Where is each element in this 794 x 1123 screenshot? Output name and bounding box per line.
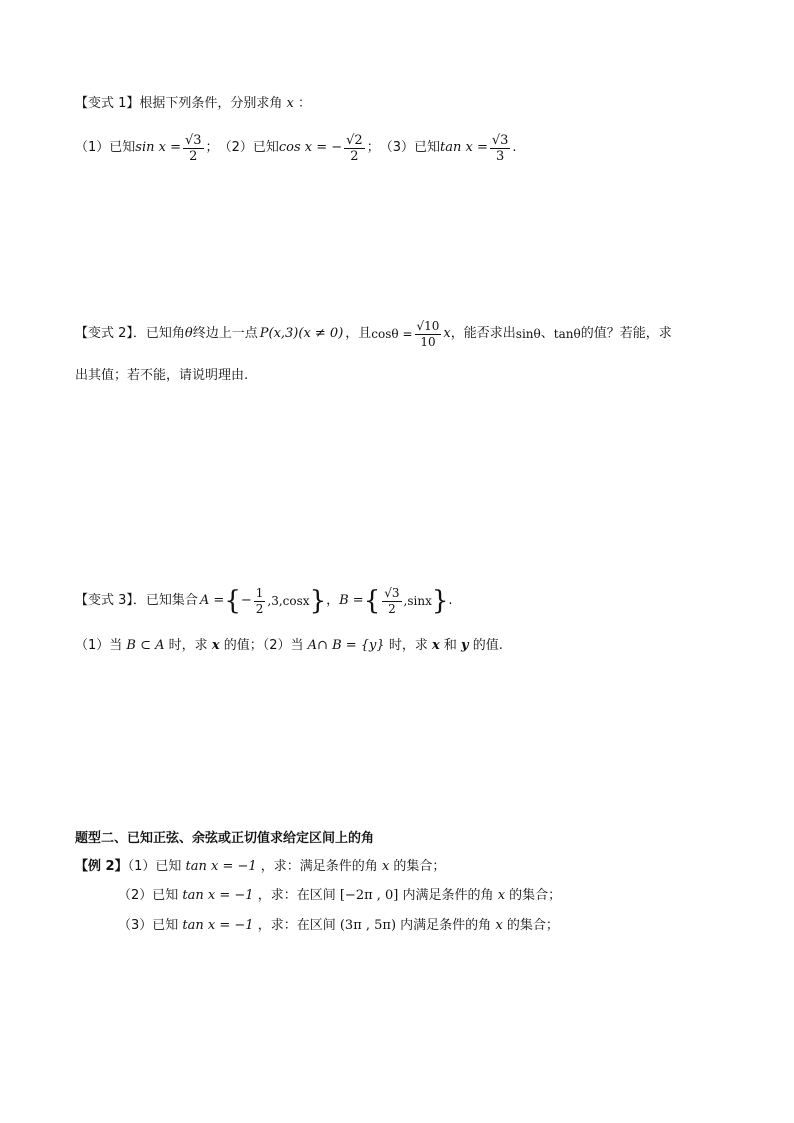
variant1-heading	[75, 94, 311, 114]
cond3-numerator: √3	[491, 132, 509, 148]
cond1-expr: sin x =	[135, 140, 181, 155]
variant2-fraction	[415, 319, 442, 350]
example2-line2	[118, 886, 561, 906]
variant3-comma: ，	[326, 593, 340, 608]
cond1-numerator: √3	[184, 132, 202, 148]
cond2-prefix: （2）已知	[218, 140, 279, 155]
cond3-fraction	[490, 133, 511, 164]
set-a-rbrace: }	[309, 586, 327, 616]
q-part1-prefix: （1）当	[75, 638, 123, 653]
q-text4: 的值.	[472, 638, 503, 653]
example2-line1	[75, 857, 445, 877]
q-and: 和	[443, 638, 457, 653]
ex2-l3-expr: tan x = −1	[182, 918, 254, 933]
ex2-l1-expr: tan x = −1	[185, 859, 257, 874]
ex2-l3-x: x	[495, 918, 503, 933]
cond1-denominator: 2	[189, 148, 198, 164]
cond2-expr: cos x = −	[278, 140, 343, 155]
variant2-text1: 终边上一点	[192, 326, 258, 341]
cond2-numerator: √2	[346, 132, 363, 148]
q-text1: 时，求	[168, 638, 208, 653]
ex2-l1-tail: 的集合；	[393, 859, 446, 874]
variant2-tan: tanθ	[553, 327, 581, 341]
set-a-fraction	[254, 586, 266, 617]
set-b-rest: ,sinx	[403, 594, 432, 608]
variant2-text3: ，能否求出	[450, 326, 516, 341]
cond1-sep: ；	[205, 140, 219, 155]
set-a-label: A =	[199, 593, 225, 608]
variant1-var-x: x	[286, 96, 294, 111]
variant2-cos-expr: cosθ =	[371, 327, 413, 341]
cond3-denominator: 3	[495, 148, 505, 164]
cond1-fraction	[183, 133, 204, 164]
ex2-l2-x: x	[497, 888, 506, 903]
variant2-text2: ，且	[345, 326, 372, 341]
variant3-line1	[75, 580, 453, 622]
ex2-l2-interval: [−2π , 0]	[339, 888, 399, 903]
set-b-fraction	[382, 586, 401, 617]
set-b-label: B =	[339, 593, 364, 608]
variant2-text4: 的值？若能，求	[580, 326, 672, 341]
ex2-l1-prefix: （1）已知	[127, 859, 182, 874]
q-var-y: y	[461, 638, 469, 653]
cond3-expr: tan x =	[440, 140, 488, 155]
set-b-denominator: 2	[388, 601, 396, 616]
set-b-rbrace: }	[431, 586, 449, 616]
variant2-heading: 【变式 2】．已知角	[75, 326, 185, 341]
example2-label: 【例 2】	[75, 859, 128, 874]
variant2-line2: 出其值；若不能，请说明理由.	[75, 368, 249, 383]
variant2-denominator: 10	[420, 334, 436, 349]
cond3-end: .	[512, 140, 517, 155]
variant2-x: x	[443, 326, 451, 341]
cond2-fraction	[344, 133, 365, 164]
set-b-numerator: √3	[384, 585, 400, 600]
set-a-rest: ,3,cosx	[267, 594, 310, 608]
cond2-denominator: 2	[350, 148, 359, 164]
q-text2: 的值；（2）当	[223, 638, 304, 653]
variant3-heading: 【变式 3】．已知集合	[75, 593, 198, 608]
q-var-x2: x	[431, 638, 440, 653]
cond1-prefix: （1）已知	[75, 140, 136, 155]
ex2-l3-tail: 的集合；	[506, 918, 559, 933]
set-b-lbrace: {	[363, 586, 381, 616]
variant2-line1	[75, 314, 672, 354]
ex2-l2-tail: 的集合；	[509, 888, 562, 903]
set-a-lbrace: {	[224, 586, 241, 616]
ex2-l2-text: ，求：在区间	[257, 888, 336, 903]
q-text3: 时，求	[388, 638, 428, 653]
q-var-x: x	[211, 638, 220, 653]
set-a-denominator: 2	[255, 601, 264, 616]
variant1-colon: ：	[298, 96, 312, 111]
variant2-dun: 、	[540, 326, 554, 341]
cond3-prefix: （3）已知	[379, 140, 440, 155]
ex2-l1-text: ，求：满足条件的角	[260, 859, 378, 874]
variant2-numerator: √10	[416, 318, 440, 333]
variant1-heading-text: 【变式 1】根据下列条件，分别求角	[75, 96, 283, 111]
example2-line3	[118, 916, 559, 936]
set-a-numerator: 1	[255, 585, 264, 600]
ex2-l3-text: ，求：在区间	[257, 918, 336, 933]
q-intersection-expr: A∩ B = {y}	[307, 638, 385, 653]
ex2-l3-interval: (3π , 5π)	[339, 918, 397, 933]
set-a-minus: −	[240, 593, 252, 608]
variant1-conditions	[75, 128, 517, 168]
ex2-l3-prefix: （3）已知	[118, 918, 179, 933]
variant3-questions	[75, 636, 503, 656]
ex2-l2-prefix: （2）已知	[118, 888, 179, 903]
ex2-l3-text2: 内满足条件的角	[400, 918, 492, 933]
ex2-l2-expr: tan x = −1	[182, 888, 254, 903]
variant2-sin: sinθ	[515, 327, 541, 341]
variant3-end: .	[448, 593, 453, 608]
ex2-l2-text2: 内满足条件的角	[402, 888, 494, 903]
section2-title: 题型二、已知正弦、余弦或正切值求给定区间上的角	[75, 831, 375, 846]
ex2-l1-x: x	[381, 859, 390, 874]
variant2-theta: θ	[184, 326, 193, 341]
q-subset-expr: B ⊂ A	[126, 638, 165, 653]
variant2-point: P(x,3)(x ≠ 0)	[259, 326, 344, 341]
cond2-sep: ；	[366, 140, 380, 155]
